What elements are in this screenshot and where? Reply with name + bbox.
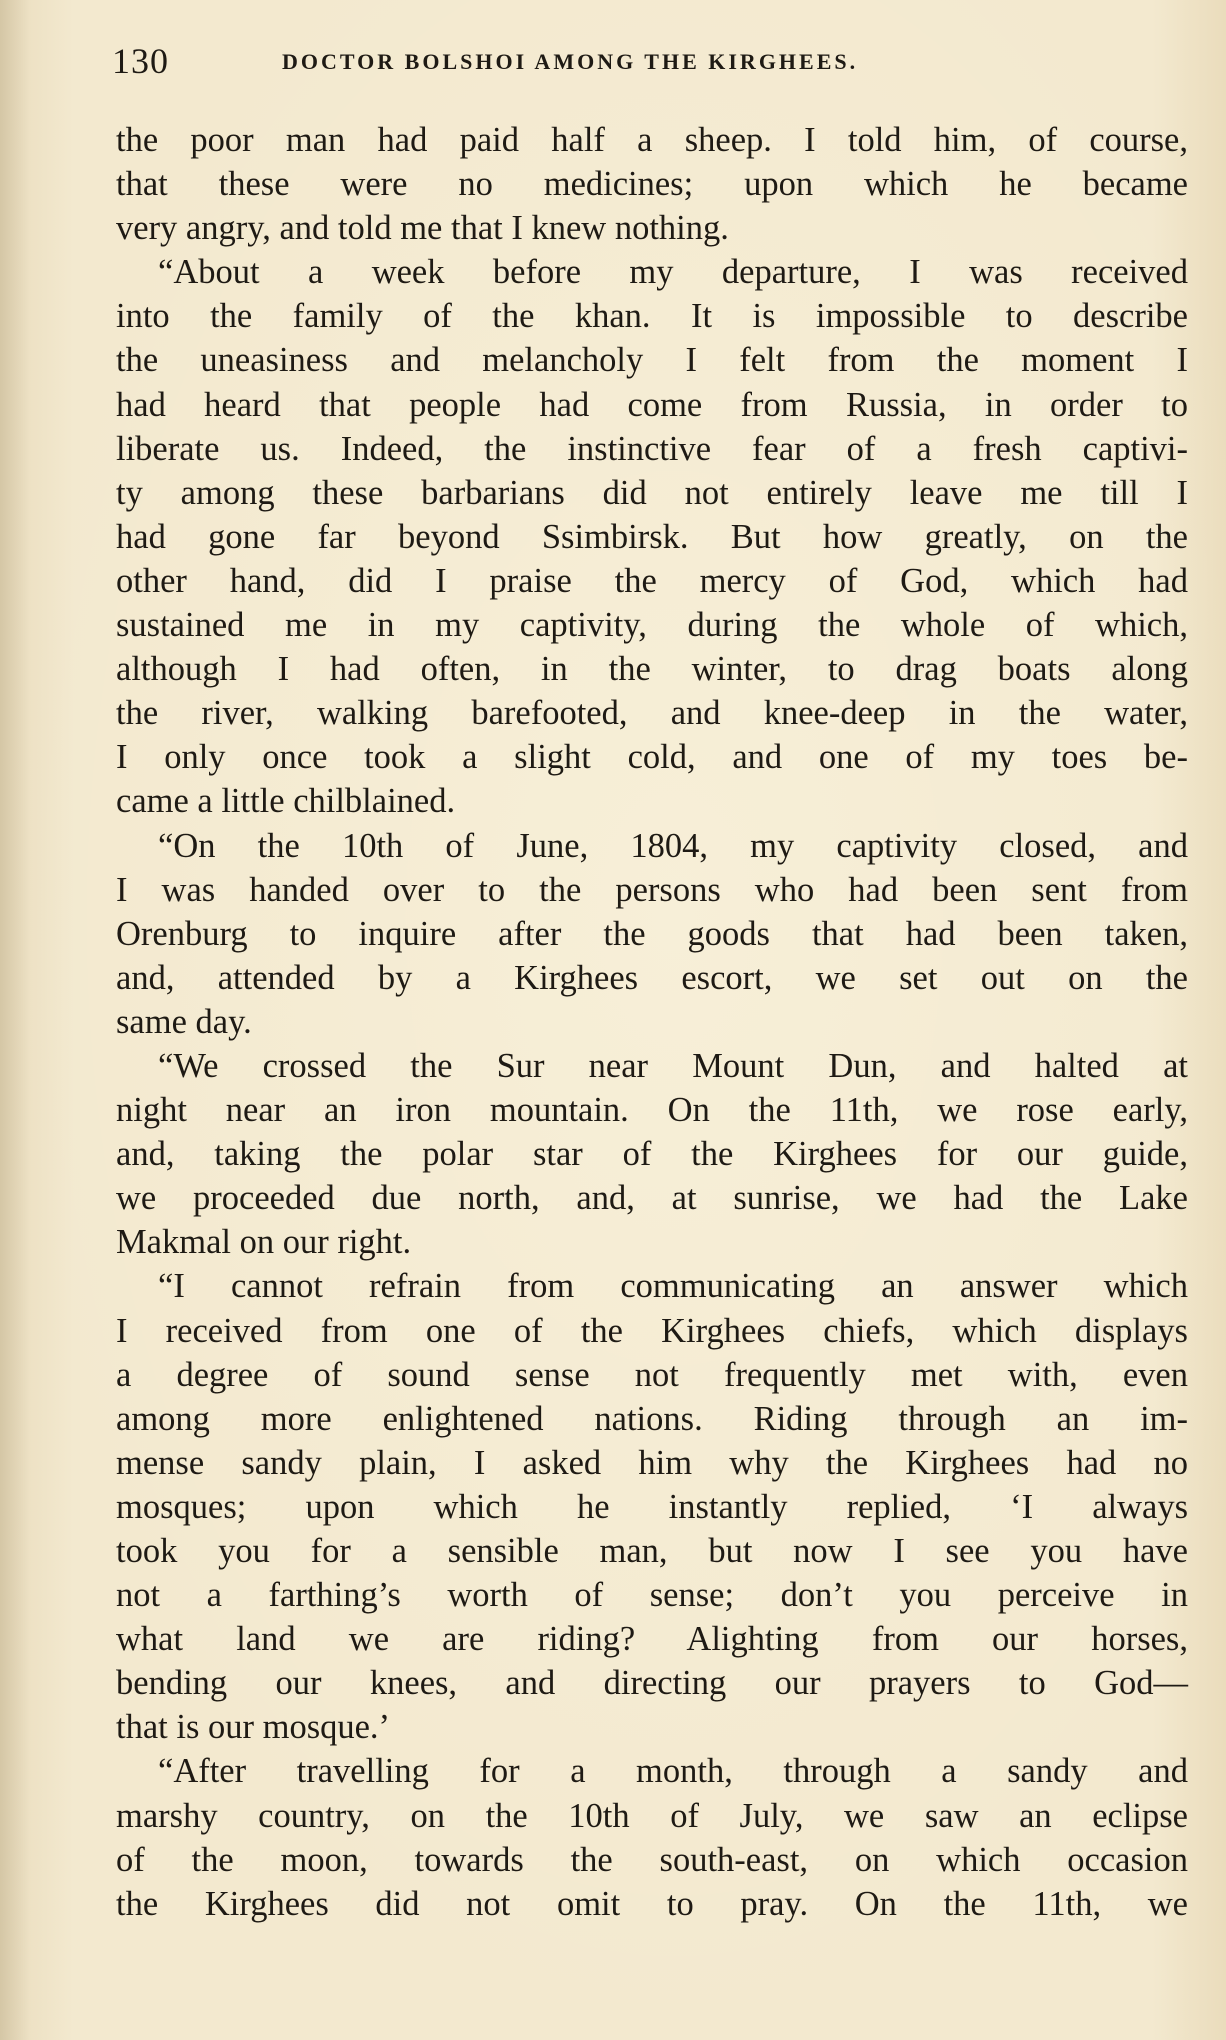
text-line: took you for a sensible man, but now I see you have: [116, 1532, 1188, 1570]
text-line: among more enlightened nations. Riding through an im-: [116, 1399, 1188, 1438]
text-line: I was handed over to the persons who had been sent from: [116, 870, 1188, 909]
paragraph-start-line: “On the 10th of June, 1804, my captivity closed, and: [158, 826, 1188, 865]
text-line: that is our mosque.’: [116, 1708, 391, 1747]
text-line: and, attended by a Kirghees escort, we set out on the: [116, 958, 1188, 997]
text-line: had heard that people had come from Russia, in order to: [116, 385, 1188, 424]
text-line: a degree of sound sense not frequently met with, even: [116, 1355, 1188, 1394]
text-line: I only once took a slight cold, and one of my toes be-: [116, 738, 1188, 777]
text-line: very angry, and told me that I knew nothing.: [116, 209, 729, 248]
paragraph-start-line: “About a week before my departure, I was received: [158, 253, 1188, 292]
text-line: and, taking the polar star of the Kirghees for our guide,: [116, 1135, 1188, 1174]
text-line: of the moon, towards the south-east, on which occasion: [116, 1840, 1188, 1879]
text-line: the Kirghees did not omit to pray. On the 11th, we: [116, 1884, 1188, 1923]
page-number: 130: [112, 41, 169, 81]
text-line: mense sandy plain, I asked him why the Kirghees had no: [116, 1443, 1188, 1482]
text-line: had gone far beyond Ssimbirsk. But how greatly, on the: [116, 517, 1188, 556]
text-line: what land we are riding? Alighting from our horses,: [116, 1620, 1188, 1659]
text-line: the uneasiness and melancholy I felt from the moment I: [116, 341, 1188, 380]
text-line: Orenburg to inquire after the goods that had been taken,: [116, 914, 1188, 953]
paragraph-start-line: “After travelling for a month, through a sandy and: [158, 1752, 1188, 1791]
running-header: [112, 40, 1180, 80]
text-line: marshy country, on the 10th of July, we saw an eclipse: [116, 1796, 1188, 1835]
text-line: not a farthing’s worth of sense; don’t you perceive in: [116, 1576, 1188, 1615]
text-line: bending our knees, and directing our prayers to God—: [116, 1664, 1188, 1703]
paragraph-start-line: “We crossed the Sur near Mount Dun, and halted at: [158, 1046, 1188, 1085]
text-line: other hand, did I praise the mercy of God, which had: [116, 561, 1188, 600]
text-line: sustained me in my captivity, during the whole of which,: [116, 606, 1188, 645]
running-title: DOCTOR BOLSHOI AMONG THE KIRGHEES.: [282, 49, 859, 74]
text-line: Makmal on our right.: [116, 1223, 412, 1262]
text-line: mosques; upon which he instantly replied, ‘I always: [116, 1487, 1188, 1526]
text-line: ty among these barbarians did not entirely leave me till I: [116, 473, 1188, 512]
text-line: the river, walking barefooted, and knee-deep in the water,: [116, 694, 1188, 733]
text-line: we proceeded due north, and, at sunrise, we had the Lake: [116, 1179, 1188, 1218]
text-line: night near an iron mountain. On the 11th, we rose early,: [116, 1091, 1188, 1130]
paragraph-start-line: “I cannot refrain from communicating an answer which: [158, 1267, 1188, 1306]
text-line: although I had often, in the winter, to drag boats along: [116, 650, 1188, 689]
text-line: came a little chilblained.: [116, 782, 456, 821]
text-line: that these were no medicines; upon which he became: [116, 165, 1188, 204]
text-line: into the family of the khan. It is impossible to describe: [116, 297, 1188, 336]
spine-shadow: [0, 0, 30, 2040]
text-line: liberate us. Indeed, the instinctive fear of a fresh captivi-: [116, 429, 1188, 468]
body-text: [116, 118, 1188, 1926]
text-line: the poor man had paid half a sheep. I told him, of course,: [116, 121, 1188, 159]
text-line: same day.: [116, 1002, 252, 1041]
text-line: I received from one of the Kirghees chiefs, which displays: [116, 1311, 1188, 1350]
